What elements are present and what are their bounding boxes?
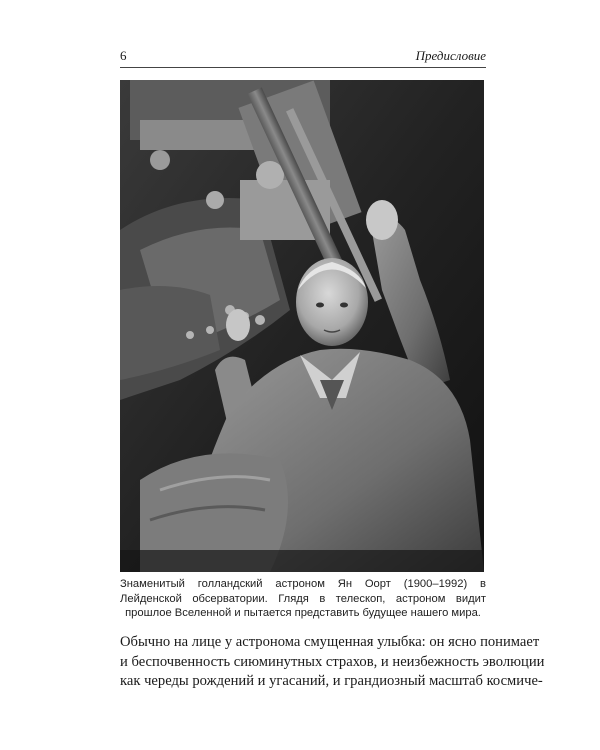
body-paragraph (120, 633, 545, 692)
telescope-photo-illustration (120, 80, 484, 572)
page-number: 6 (120, 48, 127, 63)
body-line: как череды рождений и угасаний, и грандиозный масштаб космиче- (120, 673, 543, 689)
running-header (120, 48, 486, 64)
running-title: Предисловие (415, 48, 486, 63)
astronomer-photo (120, 80, 484, 572)
body-line: Обычно на лице у астронома смущенная улыбка: он ясно понимает (120, 634, 540, 650)
photo-caption: Знаменитый голландский астроном Ян Оорт (1900–1992) в Лейденской обсерватории. Глядя в телескоп, астроном видит прошлое Вселенной и пытается представить будущее нашего мира. (120, 578, 486, 619)
header-rule (120, 67, 486, 68)
body-line: и беспочвенность сиюминутных страхов, и неизбежность эволюции (120, 653, 545, 670)
